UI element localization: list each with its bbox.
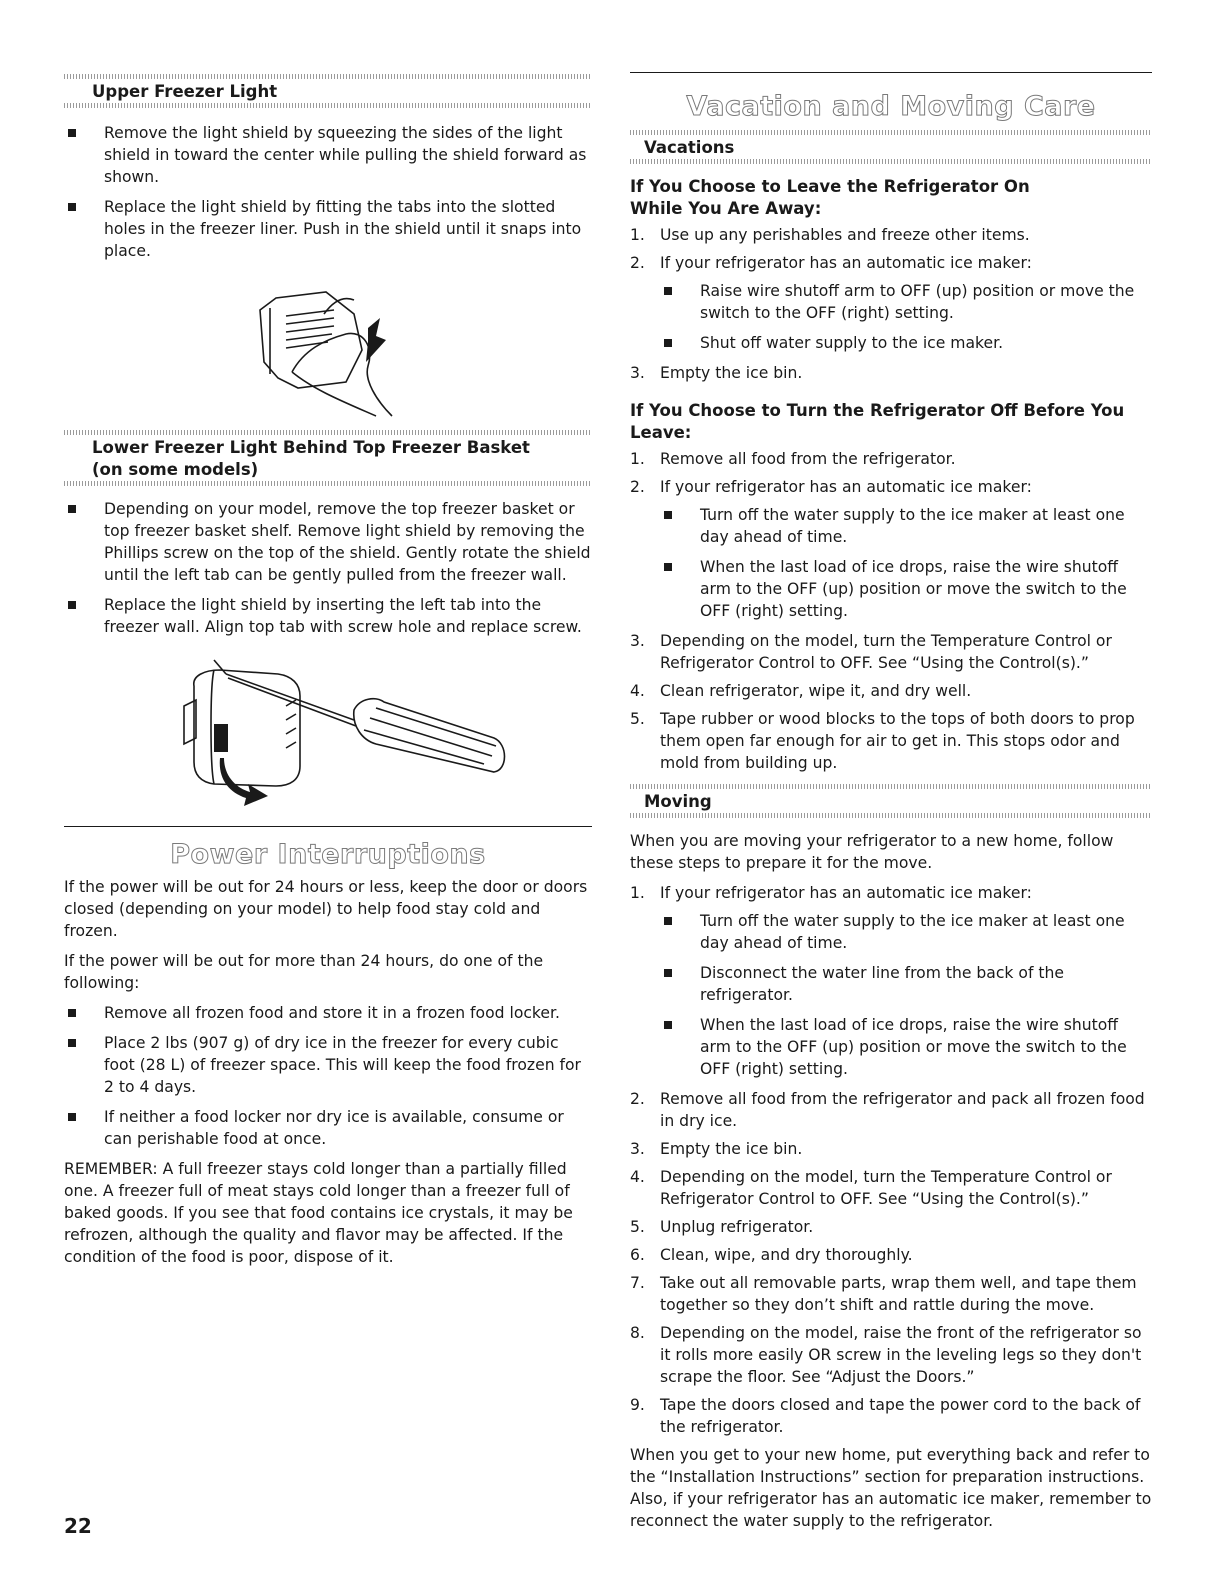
list-item: Turn off the water supply to the ice maker at least one day ahead of time. xyxy=(660,504,1152,548)
list-item: 1. Remove all food from the refrigerator. xyxy=(630,450,956,468)
list-item: 2. Remove all food from the refrigerator and pack all frozen food in dry ice. xyxy=(630,1090,1145,1130)
bullet-square-icon xyxy=(664,287,672,295)
list-item: Shut off water supply to the ice maker. xyxy=(660,332,1152,354)
list-item: 7. Take out all removable parts, wrap them well, and tape them together so they don’t shift and rattle during the move. xyxy=(630,1274,1137,1314)
power-interruptions-title: Power Interruptions xyxy=(170,839,486,870)
list-item: When the last load of ice drops, raise the wire shutoff arm to the OFF (up) position or move the switch to the OFF (right) setting. xyxy=(660,1014,1152,1080)
screwdriver-light-shield-illustration xyxy=(64,646,592,816)
lower-freezer-heading: Lower Freezer Light Behind Top Freezer Basket xyxy=(92,438,530,457)
list-item: 8. Depending on the model, raise the front of the refrigerator so it rolls more easily OR screw in the leveling legs so they don't scrape the floor. See “Adjust the Doors.” xyxy=(630,1324,1142,1386)
section-rule xyxy=(64,826,592,827)
list-item: 9. Tape the doors closed and tape the power cord to the back of the refrigerator. xyxy=(630,1396,1141,1436)
list-item: Raise wire shutoff arm to OFF (up) position or move the switch to the OFF (right) setting. xyxy=(660,280,1152,324)
leave-on-heading-sub: While You Are Away: xyxy=(630,199,822,218)
vacations-heading: Vacations xyxy=(644,138,735,157)
section-divider xyxy=(64,481,592,486)
list-item: Replace the light shield by fitting the tabs into the slotted holes in the freezer liner. Push in the shield until it snaps into place. xyxy=(64,196,592,262)
list-item: 1. Use up any perishables and freeze other items. xyxy=(630,226,1030,244)
list-item: 4. Clean refrigerator, wipe it, and dry well. xyxy=(630,682,972,700)
list-item: Place 2 lbs (907 g) of dry ice in the freezer for every cubic foot (28 L) of freezer space. This will keep the food frozen for 2 to 4 days. xyxy=(64,1032,592,1098)
bullet-square-icon xyxy=(664,511,672,519)
list-item: If neither a food locker nor dry ice is available, consume or can perishable food at once. xyxy=(64,1106,592,1150)
upper-light-shield-illustration xyxy=(64,270,592,420)
power-remember-paragraph: REMEMBER: A full freezer stays cold longer than a partially filled one. A freezer full of meat stays cold longer than a freezer full of baked goods. If you see that food contains ice crystals, it may be refrozen, although the quality and flavor may be affected. If the condition of the food is poor, dispose of it. xyxy=(64,1160,573,1266)
bullet-square-icon xyxy=(68,203,76,211)
vacation-moving-title: Vacation and Moving Care xyxy=(686,91,1096,122)
bullet-square-icon xyxy=(664,339,672,347)
lower-freezer-heading-block xyxy=(64,435,592,481)
list-item: 5. Unplug refrigerator. xyxy=(630,1218,814,1236)
list-item: 6. Clean, wipe, and dry thoroughly. xyxy=(630,1246,913,1264)
right-column xyxy=(630,60,1152,1540)
turn-off-heading: If You Choose to Turn the Refrigerator Off Before You Leave: xyxy=(630,401,1125,442)
vacations-heading-block xyxy=(630,135,1152,159)
bullet-square-icon xyxy=(68,505,76,513)
moving-heading: Moving xyxy=(644,792,712,811)
list-item: 3. Empty the ice bin. xyxy=(630,364,803,382)
list-item: Remove the light shield by squeezing the sides of the light shield in toward the center while pulling the shield forward as shown. xyxy=(64,122,592,188)
list-item: 2. If your refrigerator has an automatic ice maker: xyxy=(630,254,1032,272)
upper-freezer-heading-block xyxy=(64,79,592,103)
upper-freezer-heading: Upper Freezer Light xyxy=(92,82,278,101)
list-item: Depending on your model, remove the top freezer basket or top freezer basket shelf. Remove light shield by removing the Phillips screw on the top of the shield. Gently rotate the shield until the left tab can be gently pulled from the freezer wall. xyxy=(64,498,592,586)
list-item: 3. Empty the ice bin. xyxy=(630,1140,803,1158)
leave-on-heading: If You Choose to Leave the Refrigerator On xyxy=(630,177,1030,196)
section-divider xyxy=(64,103,592,108)
bullet-square-icon xyxy=(664,563,672,571)
moving-heading-block xyxy=(630,789,1152,813)
power-paragraph-1: If the power will be out for 24 hours or less, keep the door or doors closed (depending on your model) to help food stay cold and frozen. xyxy=(64,878,588,940)
list-item: 3. Depending on the model, turn the Temperature Control or Refrigerator Control to OFF. See “Using the Control(s).” xyxy=(630,632,1112,672)
section-rule xyxy=(630,72,1152,73)
list-item: Turn off the water supply to the ice maker at least one day ahead of time. xyxy=(660,910,1152,954)
list-item: Remove all frozen food and store it in a frozen food locker. xyxy=(64,1002,592,1024)
moving-outro: When you get to your new home, put everything back and refer to the “Installation Instructions” section for preparation instructions. Also, if your refrigerator has an automatic ice maker, remember to reconnect the water supply to the refrigerator. xyxy=(630,1446,1152,1530)
bullet-square-icon xyxy=(68,129,76,137)
bullet-square-icon xyxy=(664,969,672,977)
bullet-square-icon xyxy=(68,1039,76,1047)
left-column xyxy=(64,60,592,1276)
bullet-square-icon xyxy=(664,1021,672,1029)
moving-intro: When you are moving your refrigerator to a new home, follow these steps to prepare it for the move. xyxy=(630,832,1114,872)
list-item: Replace the light shield by inserting the left tab into the freezer wall. Align top tab with screw hole and replace screw. xyxy=(64,594,592,638)
lower-freezer-heading-sub: (on some models) xyxy=(92,460,259,479)
list-item: Disconnect the water line from the back of the refrigerator. xyxy=(660,962,1152,1006)
bullet-square-icon xyxy=(664,917,672,925)
bullet-square-icon xyxy=(68,1009,76,1017)
list-item: When the last load of ice drops, raise the wire shutoff arm to the OFF (up) position or move the switch to the OFF (right) setting. xyxy=(660,556,1152,622)
power-paragraph-2: If the power will be out for more than 24 hours, do one of the following: xyxy=(64,952,544,992)
list-item: 1. If your refrigerator has an automatic ice maker: xyxy=(630,884,1032,902)
page-number: 22 xyxy=(64,1514,92,1538)
section-divider xyxy=(630,159,1152,164)
section-divider xyxy=(630,813,1152,818)
bullet-square-icon xyxy=(68,601,76,609)
bullet-square-icon xyxy=(68,1113,76,1121)
list-item: 4. Depending on the model, turn the Temperature Control or Refrigerator Control to OFF. See “Using the Control(s).” xyxy=(630,1168,1112,1208)
list-item: 2. If your refrigerator has an automatic ice maker: xyxy=(630,478,1032,496)
list-item: 5. Tape rubber or wood blocks to the tops of both doors to prop them open far enough for air to get in. This stops odor and mold from building up. xyxy=(630,710,1135,772)
